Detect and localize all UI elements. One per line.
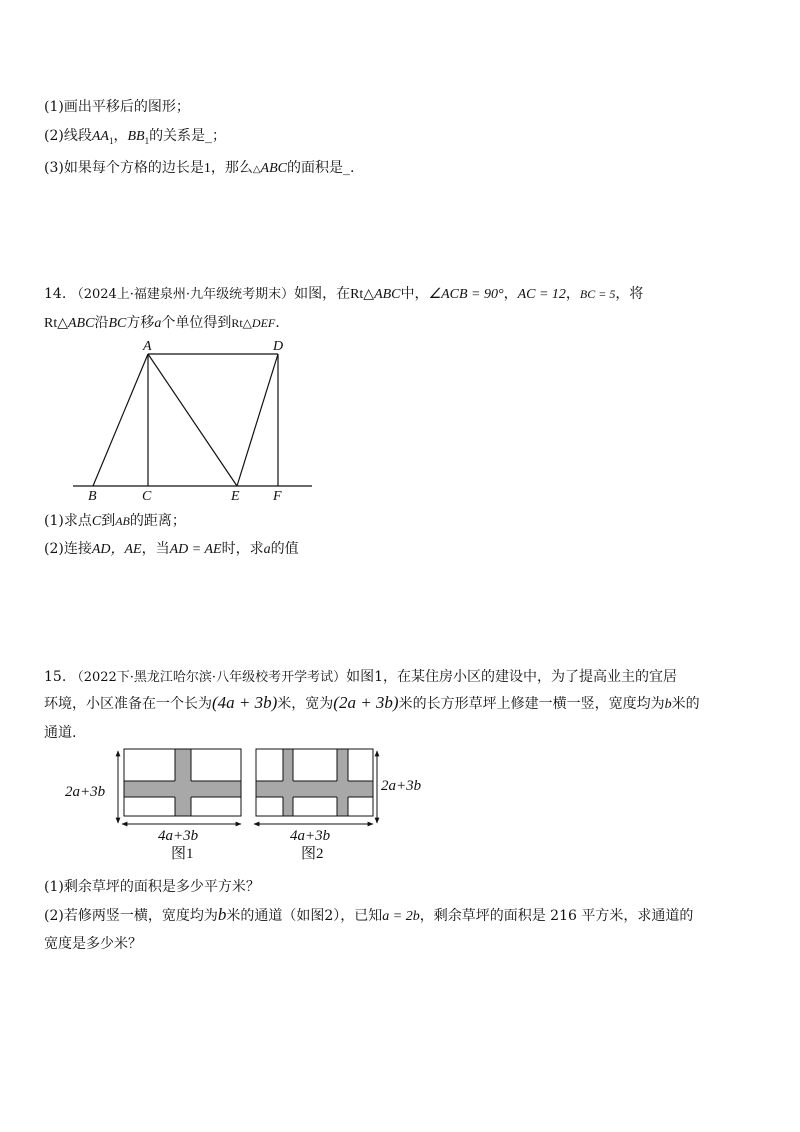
segment-aa1: AA	[91, 129, 109, 144]
label-d: D	[273, 339, 284, 354]
q15-number: 15.	[44, 669, 67, 685]
segment-bb1: BB	[127, 129, 145, 144]
fig2-road-horizontal	[256, 781, 373, 797]
q14-number: 14.	[44, 286, 67, 302]
label-a: A	[143, 339, 152, 354]
q14-part1: (1)求点C到AB的距离；	[44, 513, 186, 529]
q13-part3: (3)如果每个方格的边长是1，那么△ABC的面积是_.	[44, 160, 355, 176]
label-b: B	[88, 489, 97, 504]
label-f: F	[273, 489, 282, 504]
q15-part2-line1: (2)若修两竖一横，宽度均为b米的通道（如图2），已知a = 2b，剩余草坪的面积是 216 平方米，求通道的	[44, 905, 694, 924]
fig2-road-vertical-right	[337, 749, 348, 816]
q13-part1: (1)画出平移后的图形；	[44, 99, 190, 115]
figure-1	[65, 749, 241, 862]
q14-source: （2024上·福建泉州·九年级统考期末）	[70, 287, 295, 302]
q13-part2: (2)线段$AA_1$，$BB_1$的关系是_；	[44, 128, 227, 146]
fig2-width-label: 4a+3b	[290, 828, 331, 844]
figure-2	[254, 749, 422, 862]
fig1-height-label: 2a+3b	[65, 784, 106, 800]
triangle-symbol: △	[252, 164, 261, 175]
q15-stem-line2: 环境，小区准备在一个长为(4a + 3b)米，宽为(2a + 3b)米的长方形草坪上修建一横一竖，宽度均为b米的	[44, 693, 700, 712]
q14-stem-line1: 14. （2024上·福建泉州·九年级统考期末）如图，在Rt△ABC中，∠ACB = 90°，AC = 12，BC = 5，将	[44, 286, 644, 302]
q15-part1: (1)剩余草坪的面积是多少平方米？	[44, 879, 260, 895]
fig1-width-label: 4a+3b	[158, 828, 199, 844]
fig2-height-label: 2a+3b	[381, 778, 422, 794]
label-c: C	[142, 489, 152, 504]
label-e: E	[231, 489, 240, 504]
q15-part2-line2: 宽度是多少米？	[44, 936, 142, 952]
q15-stem-line3: 通道.	[44, 725, 77, 741]
fig2-road-vertical-left	[283, 749, 293, 816]
fig1-road-vertical	[175, 749, 191, 816]
q14-part2: (2)连接AD，AE，当AD = AE时，求a的值	[44, 541, 299, 557]
length-expression: (4a + 3b)	[212, 693, 278, 712]
angle-acb: ∠ACB = 90°	[428, 287, 504, 302]
fig1-caption: 图1	[171, 846, 194, 862]
width-expression: (2a + 3b)	[333, 693, 399, 712]
fig2-caption: 图2	[301, 846, 324, 862]
q15-source: （2022下·黑龙江哈尔滨·八年级校考开学考试）	[70, 670, 347, 685]
q14-stem-line2: Rt△ABC沿BC方移a个单位得到Rt△DEF.	[44, 315, 280, 331]
q15-stem-line1: 15. （2022下·黑龙江哈尔滨·八年级校考开学考试）如图1，在某住房小区的建设中，为了提高业主的宜居	[44, 669, 677, 685]
